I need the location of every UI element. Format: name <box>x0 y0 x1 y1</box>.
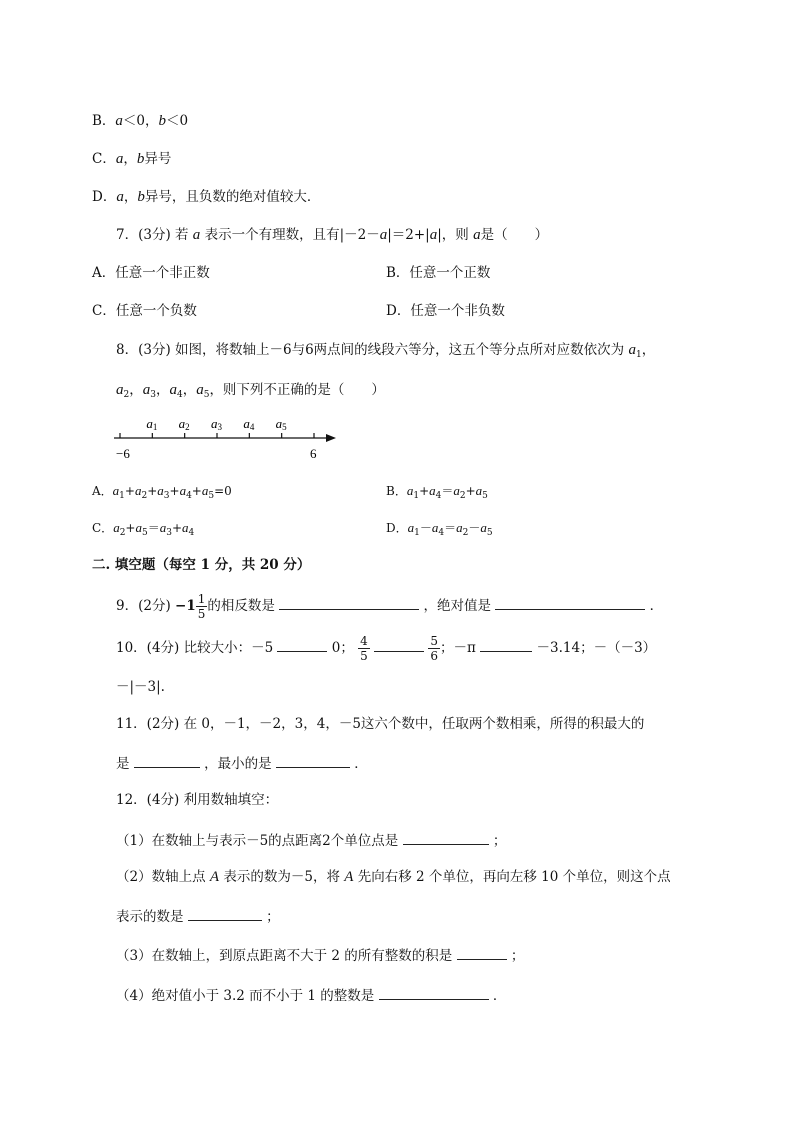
tick-label-neg6: −6 <box>116 446 130 461</box>
q12-blank-1[interactable] <box>403 830 489 845</box>
q7-stem: 7．(3分) 若 a 表示一个有理数，且有|－2－a|＝2+|a|，则 a是（ ） <box>116 227 549 243</box>
q7-option-d: D．任意一个非负数 <box>386 303 505 319</box>
q10-fraction-1: $\frac{4}{5}$ <box>360 634 368 663</box>
q11-blank-2[interactable] <box>276 753 350 768</box>
q10-blank-1[interactable] <box>277 637 327 652</box>
q9-blank-1[interactable] <box>279 595 419 610</box>
q12-part2: （2）数轴上点 A 表示的数为－5，将 A 先向右移 2 个单位，再向左移 10 个单位，则这个点 <box>116 869 671 885</box>
q12-stem: 12．(4分) 利用数轴填空： <box>116 792 279 808</box>
q6-option-c: C．a，b异号 <box>92 151 172 167</box>
q6-option-d: D．a，b异号，且负数的绝对值较大． <box>92 189 321 205</box>
q11-blank-1[interactable] <box>134 753 200 768</box>
q8-stem: 8．(3分) 如图，将数轴上－6与6两点间的线段六等分，这五个等分点所对应数依次为 $a_1$， <box>116 342 656 360</box>
number-line-arrow <box>326 434 336 442</box>
q7-option-c: C．任意一个负数 <box>92 303 197 319</box>
number-line-figure <box>108 408 348 464</box>
q9-fraction: $\frac{1}{5}$ <box>197 592 206 621</box>
q12-part2-line2: 表示的数是 ； <box>116 906 280 926</box>
q10-fraction-2: $\frac{5}{6}$ <box>430 634 439 663</box>
point-label-a1: a1 <box>146 416 158 432</box>
q9: 9．(2分) −1 $\frac{1}{5}$ 的相反数是 ，绝对值是 ． <box>116 592 664 621</box>
point-label-a5: a5 <box>275 416 287 432</box>
q9-blank-2[interactable] <box>495 595 645 610</box>
q8-option-d: D．$a_1-a_4=a_2-a_5$ <box>386 520 493 538</box>
q8-option-a: A．$a_1+a_2+a_3+a_4+a_5=0$ <box>92 483 232 501</box>
q10-blank-2[interactable] <box>374 637 424 652</box>
q12-part1: （1）在数轴上与表示－5的点距离2个单位点是 ； <box>116 830 506 850</box>
section-title: 二. 填空题（每空 1 分，共 20 分） <box>92 557 311 573</box>
q10-blank-3[interactable] <box>480 637 532 652</box>
point-label-a2: a2 <box>178 416 190 432</box>
q11-line2: 是 ，最小的是 ． <box>116 753 368 773</box>
q12-part3: （3）在数轴上，到原点距离不大于 2 的所有整数的积是 ； <box>116 945 524 965</box>
q12-blank-3[interactable] <box>457 945 507 960</box>
q12-blank-4[interactable] <box>379 985 489 1000</box>
q6-option-b: B．a＜0，b＜0 <box>92 113 189 129</box>
q11-line1: 11．(2分) 在 0，－1，－2，3，4，－5这六个数中，任取两个数相乘，所得的积最大的 <box>116 716 645 732</box>
tick-label-6: 6 <box>310 446 317 461</box>
q7-option-a: A．任意一个非正数 <box>92 265 210 281</box>
point-label-a3: a3 <box>211 416 222 432</box>
q12-part4: （4）绝对值小于 3.2 而不小于 1 的整数是 ． <box>116 985 506 1005</box>
q10-line2: －|－3|. <box>116 679 165 695</box>
q10: 10．(4分) 比较大小：－5 0； $\frac{4}{5}$ $\frac{5}{6}$ ；－π －3.14；－（－3） <box>116 634 657 663</box>
q7-option-b: B．任意一个正数 <box>386 265 491 281</box>
q12-blank-2[interactable] <box>188 906 262 921</box>
q8-stem-line2: $a_2$，$a_3$，$a_4$，$a_5$，则下列不正确的是（ ） <box>116 382 385 400</box>
q8-option-b: B．$a_1+a_4=a_2+a_5$ <box>386 483 488 501</box>
point-label-a4: a4 <box>243 416 255 432</box>
q8-option-c: C．$a_2+a_5=a_3+a_4$ <box>92 520 195 538</box>
